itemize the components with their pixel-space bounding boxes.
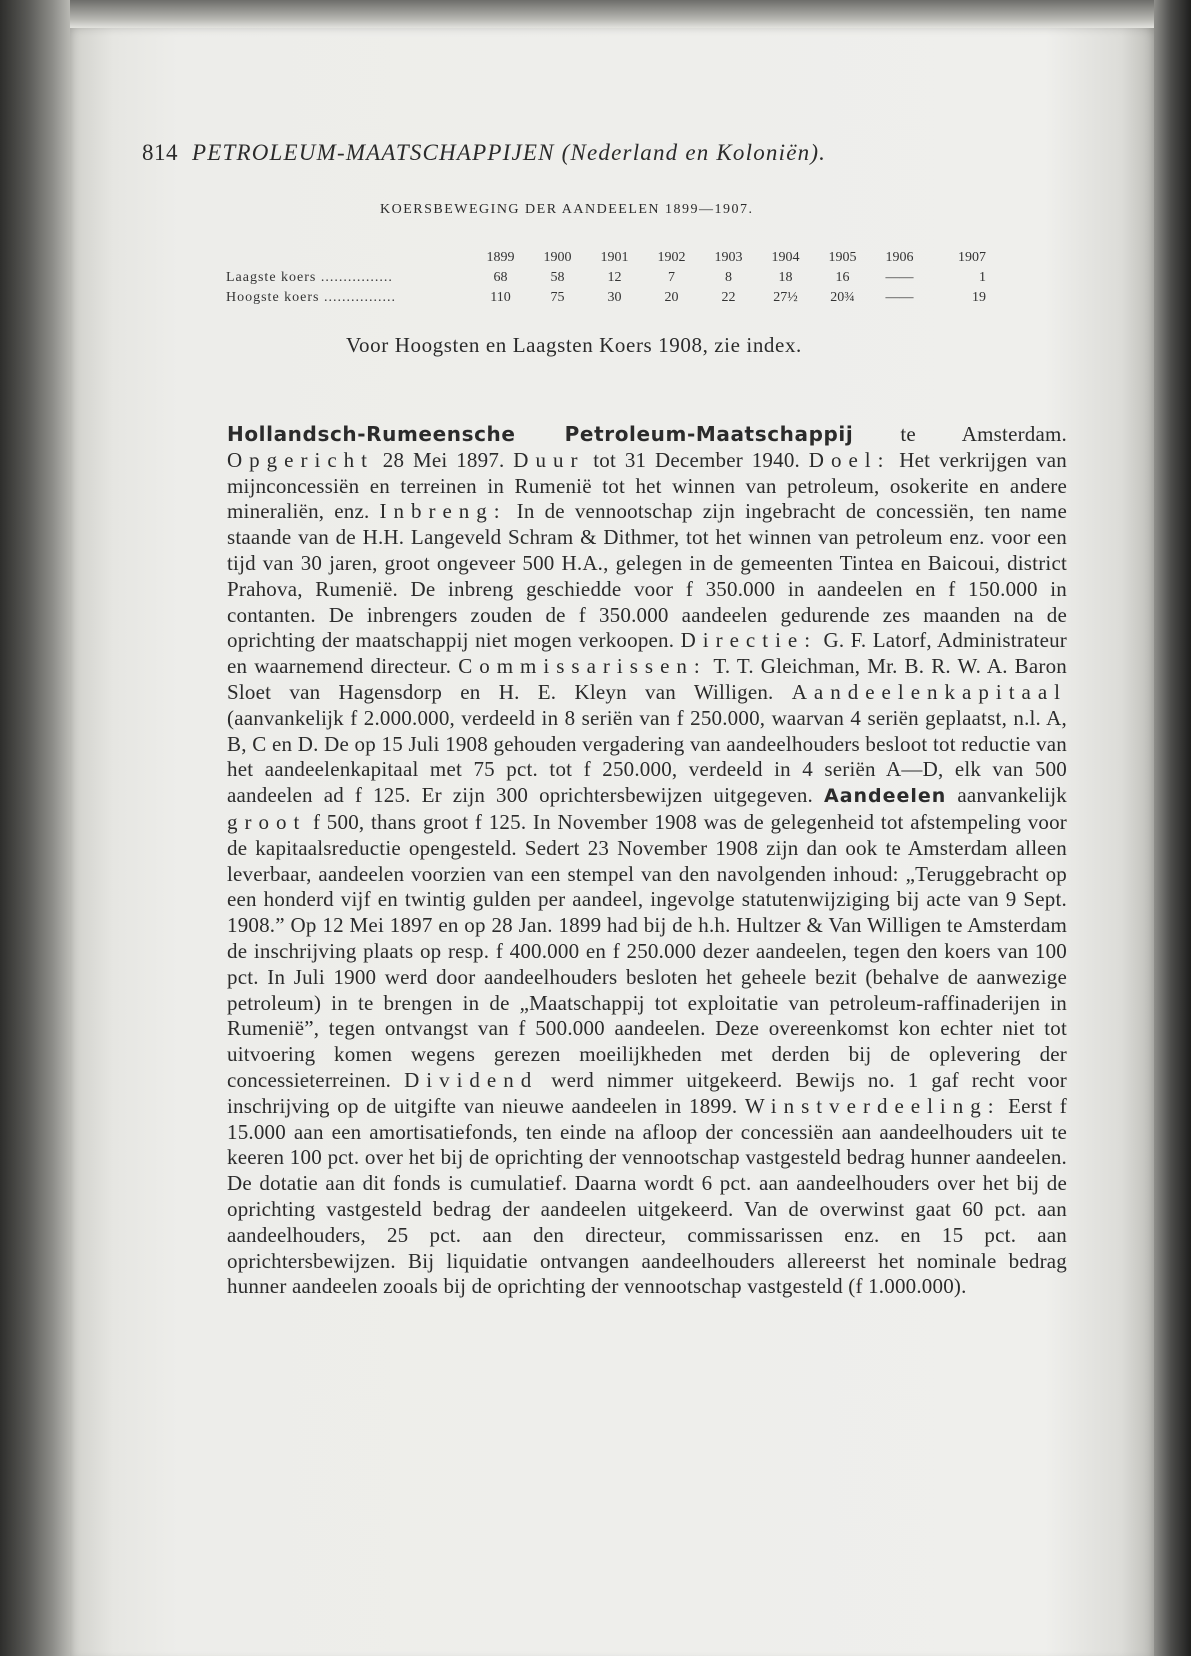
index-note: Voor Hoogsten en Laagsten Koers 1908, zie index. [346,333,802,357]
book-spine-left [0,0,70,1656]
section-heading: Doel: [808,447,891,472]
row-label: Laagste koers ................ [226,270,393,285]
section-heading: Dividend [404,1067,539,1092]
year-header: 1903 [714,250,743,265]
table-cell: 18 [778,270,793,285]
spaced-word: groot [227,809,307,834]
table-cell: —— [885,290,914,305]
entry-text: werd nimmer uitgekeerd. Bewijs no. 1 gaf recht voor inschrijving op de uitgifte van nieuwe aandeelen in 1899. [227,1067,1067,1118]
koers-table [226,248,986,308]
table-cell: 16 [835,270,850,285]
book-edge-right [1151,0,1191,1656]
table-header-row [226,248,986,268]
table-cell: 20¾ [830,290,855,305]
section-heading: Commissarissen: [458,654,707,679]
table-cell: 27½ [773,290,798,305]
section-heading: Directie: [680,628,818,653]
entry-text: aanvankelijk [946,783,1067,808]
year-header: 1907 [958,250,986,265]
table-row-hoogste [226,288,986,308]
table-cell: —— [885,270,914,285]
table-corner [226,248,472,268]
table-cell: 110 [490,290,511,305]
table-cell: 8 [725,270,732,285]
year-header: 1901 [600,250,629,265]
page-number: 814 [142,140,178,165]
table-cell: 20 [664,290,679,305]
table-title: KOERSBEWEGING DER AANDEELEN 1899—1907. [380,202,754,217]
year-header: 1899 [486,250,515,265]
section-heading: Duur [513,447,585,472]
year-header: 1904 [771,250,800,265]
section-heading: Opgericht [227,447,374,472]
table-cell: 12 [607,270,622,285]
entry-paragraph [227,422,1067,1300]
section-heading-bold: Aandeelen [823,785,947,808]
table-cell: 30 [607,290,622,305]
entry-text: (aanvankelijk f 2.000.000, verdeeld in 8 seriën van f 250.000, waarvan 4 seriën geplaatst, n.l. A, B, C en D. De op 15 Juli 1908 gehouden vergadering van aandeelhouders besloot tot reductie van het aandeelenkapitaal met 75 pct. tot f 250.000, verdeeld in 4 seriën A—D, elk van 500 aandeelen ad f 125. Er zijn 300 oprichtersbewijzen uitgegeven. [227,705,1067,808]
entry-text: Het verkrijgen van mijnconcessiën en terreinen in Rumenië tot het winnen van petroleum, osokerite en andere mineraliën, enz. [227,447,1067,524]
row-label: Hoogste koers ................ [226,290,396,305]
table-cell: 68 [493,270,508,285]
entry-text: T. T. Gleichman, Mr. B. R. W. A. Baron Sloet van Hagensdorp en H. E. Kleyn van Willigen. [227,654,1068,704]
year-header: 1900 [543,250,572,265]
company-name: Hollandsch-Rumeensche Petroleum-Maatschappij [227,422,854,446]
entry-text: In de vennootschap zijn ingebracht de concessiën, ten name staande van de H.H. Langeveld Schram & Dithmer, tot het winnen van petroleum enz. voor een tijd van 30 jaren, groot ongeveer 500 H.A., gelegen in de gemeenten Tintea en Baicoui, district Prahova, Rumenië. De inbreng geschiedde voor f 350.000 in aandeelen en f 150.000 in contanten. De inbrengers zouden de f 350.000 aandeelen gedurende zes maanden na de oprichting der maatschappij niet mogen verkoopen. [227,499,1067,653]
entry-text: Eerst f 15.000 aan een amortisatiefonds, ten einde na afloop der concessiën aan aandeelhouders uit te keeren 100 pct. over het bij de oprichting der vennootschap vastgesteld bedrag hunner aandeelen. De dotatie aan dit fonds is cumulatief. Daarna wordt 6 pct. aan aandeelhouders over het bij de oprichting vastgesteld bedrag der aandeelen uitgekeerd. Van de overwinst gaat 60 pct. aan aandeelhouders, 25 pct. aan den directeur, commissarissen enz. en 15 pct. aan oprichtersbewijzen. Bij liquidatie ontvangen aandeelhouders allereerst het nominale bedrag hunner aandeelen zooals bij de oprichting der vennootschap vastgesteld (f 1.000.000). [227,1093,1067,1299]
entry-text: f 500, thans groot f 125. In November 1908 was de gelegenheid tot afstempeling voor de kapitaalsreductie opengesteld. Sedert 23 November 1908 zijn dan ook te Amsterdam alleen leverbaar, aandeelen voorzien van een stempel van den navolgenden inhoud: „Teruggebracht op een honderd vijf en twintig gulden per aandeel, ingevolge statutenwijziging bij acte van 9 Sept. 1908.” Op 12 Mei 1897 en op 28 Jan. 1899 had bij de h.h. Hultzer & Van Willigen te Amsterdam de inschrijving plaats op resp. f 400.000 en f 250.000 dezer aandeelen, tegen den koers van 100 pct. In Juli 1900 werd door aandeelhouders besloten het geheele bezit (behalve de aanwezige petroleum) in te brengen in de „Maatschappij tot exploitatie van petroleum-raffinaderijen in Rumenië”, tegen ontvangst van f 500.000 aandeelen. Deze overeenkomst kon echter niet tot uitvoering komen wegens gerezen moeilijkheden met derden bij de oplevering der concessieterreinen. [227,809,1067,1092]
running-title: PETROLEUM-MAATSCHAPPIJEN (Nederland en Koloniën). [192,140,827,165]
section-heading: Aandeelenkapitaal [791,679,1067,704]
table-cell: 1 [979,270,986,285]
section-heading: Winstverdeeling: [744,1093,1001,1118]
year-header: 1902 [657,250,686,265]
table-cell: 7 [668,270,675,285]
year-header: 1906 [885,250,914,265]
entry-text: tot 31 December 1940. [584,447,809,472]
entry-text: te Amsterdam. [853,422,1067,446]
entry-text: G. F. Latorf, Administrateur en waarnemend directeur. [227,628,1067,679]
table-cell: 75 [550,290,565,305]
running-header [142,140,1122,180]
company-entry [227,422,1067,1300]
page-top-shadow [70,0,1154,28]
table-cell: 19 [972,290,986,305]
section-heading: Inbreng: [379,499,507,524]
table-cell: 58 [550,270,565,285]
entry-text: 28 Mei 1897. [373,447,514,472]
table-cell: 22 [721,290,736,305]
year-header: 1905 [828,250,857,265]
table-row-laagste [226,268,986,288]
